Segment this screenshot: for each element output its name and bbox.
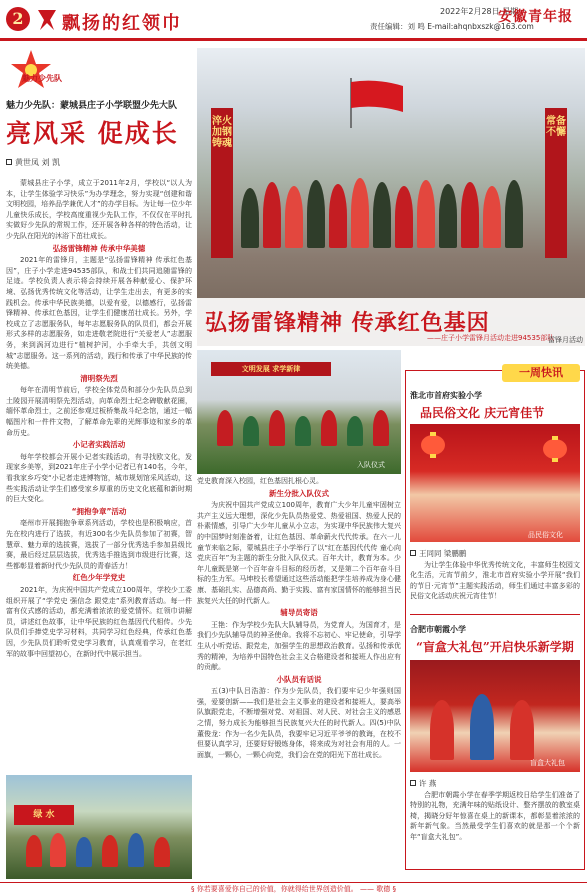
story2-photo-caption: 盲盒大礼包 xyxy=(530,759,565,767)
student-figure xyxy=(347,416,363,446)
student-figure xyxy=(295,416,311,446)
column-logo-text: 魅力少先队 xyxy=(22,74,62,83)
paragraph-badges: 亳州市开展拥抱争章系列活动，学校也是积极响应，首先在校内进行了选拔，有近300名少先队员参加了初赛，智慧章、魅力章的选拔赛，选拔了一部分优秀选手参加县级比赛，最后经过层层选拔，优秀选手推选到市级进行比赛，这些都彰显着新时代少先队员的青春活力！ xyxy=(6,519,192,570)
student-figure xyxy=(269,410,285,446)
paragraph-pioneers-say: 五(3)中队吕浩游：作为少先队员，我们要牢记少年强则国强，爱要创新——我们是社会主义事业的建设者和接班人，要高举队旗跟党走，不断增强对党、对祖国、对人民、对社会主义的感恩之情，努力成长为能够担当民族复兴大任的时代新人。四(5)中队董俊龙：作为一名少先队员，我要牢记习近平爷爷的教诲，在校不但要认真学习，还要好好锻炼身体，将来成为对社会有用的人。一面旗，一颗心，一颗心向党，我们会在党的阳光下茁壮成长。 xyxy=(197,687,401,759)
photo-slogan: 弘扬雷锋精神 传承红色基因 xyxy=(205,311,490,336)
student-figure xyxy=(430,700,454,760)
banner-right-text: 常备不懈 xyxy=(546,116,566,138)
lantern-icon xyxy=(540,434,570,464)
paragraph-counselor: 王艳：作为学校少先队大队辅导员，为党育人，为国育才，是我们少先队辅导员的神圣使命。我将不忘初心、牢记使命，引导学生从小听党话、跟党走，加强学生的思想政治教育。弘扬和传承优秀的精神，为培养中国特色社会主义合格建设者和接班人作出应有的贡献。 xyxy=(197,620,401,672)
subhead-reporters: 小记者实践活动 xyxy=(72,440,126,450)
banner-left xyxy=(211,108,233,258)
student-figure xyxy=(321,410,337,446)
story2-paragraph: 合肥市朝霞小学在春季学期返校日给学生们准备了特别的礼物，充满年味的贴纸设计、整齐摆放的教室桌椅，揭晓分好年惊喜在桌上的新课本，都彰显着浓浓的新年新气象。当然最受学生们喜欢的就是那一个个新年“盲盒大礼包”。 xyxy=(410,791,580,841)
story2-headline: “盲盒大礼包”开启快乐新学期 xyxy=(416,640,574,654)
story1-authors: 王同同 梁鹏鹏 xyxy=(419,549,467,558)
young-pioneer-badge-icon xyxy=(6,48,56,92)
byline-square-icon xyxy=(410,780,416,786)
story2-school: 合肥市朝霞小学 xyxy=(410,625,466,634)
student-figure xyxy=(26,835,42,867)
red-flag-icon xyxy=(347,78,407,128)
sidebar-divider xyxy=(410,614,580,615)
banner-right xyxy=(545,108,567,258)
photo-slogan-sub: ——庄子小学雷锋月活动走进94535部队 xyxy=(427,334,555,342)
student-figure xyxy=(217,410,233,446)
story2-byline xyxy=(410,778,436,789)
page-number: 2 xyxy=(6,7,30,31)
article-kicker: 魅力少先队：蒙城县庄子小学联盟少先大队 xyxy=(6,101,178,111)
student-figure xyxy=(470,694,494,760)
header-divider xyxy=(0,38,587,41)
paragraph-qingming: 每年在清明节前后，学校全体党员和部分少先队员总到土陵园开展清明祭先烈活动，向革命烈士纪念碑敬献花圈，缅怀革命烈士，之前还参观过板桥集战斗纪念馆，通过一幅幅图片和一件件文物，了解革命先辈的光辉事迹和家乡的革命历史。 xyxy=(6,386,192,437)
paragraph-induction: 为庆祝中国共产党成立100周年，教育广大少年儿童牢固树立共产主义远大理想，深化少先队员热爱党、热爱祖国、热爱人民的朴素情感，引导广大少年儿童从小立志，为实现中华民族伟大复兴的中国梦时刻准备着，让红色基因、革命薪火代代传承。在六一儿童节来临之际，蒙城县庄子小学举行了以“红在基因代代传 童心向党庆百年”为主题的新生分批入队仪式。百年大计，教育为本。少年儿童既是第一个百年奋斗目标的经历者，又是第二个百年奋斗目标的生力军。马坤校长希望通过这些活动能把学生培养成为身心健康、基础扎实、品德高尚、勤于实践、富有家国情怀的能够担当民族复兴大任的时代新人。 xyxy=(197,501,401,605)
classroom-banner: 文明发展 求学新律 xyxy=(211,362,331,376)
photo-slogan-board: 绿 水 xyxy=(14,805,74,825)
story1-body xyxy=(410,560,580,602)
subhead-party-history: 红色少年学党史 xyxy=(72,573,126,583)
editor-line: 责任编辑：刘 鸣 E-mail:ahqnbxszk@163.com xyxy=(370,22,534,31)
byline-authors: 黄世凤 刘 凯 xyxy=(15,158,61,167)
subhead-badges: “拥抱争章”活动 xyxy=(71,506,127,516)
student-figure xyxy=(128,833,144,867)
paragraph-leifeng: 2021年的雷锋月，主题是“弘扬雷锋精神 传承红色基因”，庄子小学走进94535部队，和战士们共同追随雷锋的足迹。学校负责人表示将会持续开展各种献爱心、保护环境、弘扬优秀传统文化等活动，让学生走出去，有更多的实践机会。传承中华民族美德，以爱有爱，以德感行，弘扬雷锋精神、传承红色基因，让学生们健康茁壮成长。另外，学校成立了志愿服务队，每年志愿服务队的队员们，都会开展形式多样的志愿服务，如走进敬老院进行“关爱老人”志愿服务，来到涡河边进行“植树护河，小手牵大手，共创文明城”志愿服务。这一系列的活动，践行和传承了中华民族的传统美德。 xyxy=(6,256,192,371)
story1-headline: 品民俗文化 庆元宵佳节 xyxy=(420,406,545,420)
footer-divider xyxy=(0,882,587,883)
paragraph-reporters: 每年学校都会开展小记者实践活动，有寻找欧文化，发现家乡美等，到2021年庄子小学小记者已有140名，今年，看我家乡巧变“小记者走进博物馆，城市规划馆采风活动，这些实践活动让学生们感受家乡厚重的历史文化底蕴和新时期的巨大变化。 xyxy=(6,452,192,504)
weekly-news-tag: 一周快讯 xyxy=(502,364,580,382)
section-title: 飘扬的红领巾 xyxy=(62,13,182,34)
student-figure xyxy=(154,837,170,867)
big-photo-caption: 雷锋月活动 xyxy=(548,336,583,344)
student-figure xyxy=(76,837,92,867)
photo-induction-ceremony xyxy=(197,350,401,474)
byline-square-icon xyxy=(6,159,12,165)
student-figure xyxy=(510,700,534,760)
photo-leifeng-month-group xyxy=(197,48,585,346)
paper-logo: 安徽青年报 xyxy=(498,9,573,25)
photo-outdoor-students xyxy=(6,775,192,879)
left-article-body xyxy=(6,178,192,659)
article-byline xyxy=(6,157,60,168)
group-crowd xyxy=(241,168,541,288)
article-headline: 亮风采 促成长 xyxy=(6,119,179,148)
student-figure xyxy=(373,410,389,446)
story1-photo-caption: 品民俗文化 xyxy=(528,531,563,539)
story2-authors: 许 燕 xyxy=(419,779,437,788)
classroom-photo-caption: 入队仪式 xyxy=(357,461,385,469)
byline-square-icon xyxy=(410,550,416,556)
photo-lantern-festival xyxy=(410,424,580,542)
student-figure xyxy=(50,833,66,867)
story1-byline xyxy=(410,548,466,559)
subhead-induction: 新生分批入队仪式 xyxy=(269,488,329,498)
red-scarf-icon xyxy=(36,6,58,32)
story2-body xyxy=(410,790,580,842)
article-intro: 蒙城县庄子小学，成立于2011年2月，学校以“以人为本，让学生体验学习快乐”为办学理念，努力实现“创建和谐文明校园，培养品学兼优人才”的办学目标。为让每一位少年儿童快乐成长，学校高度重视少先队工作，不仅仅在平时扎实做好少先队的常规工作，还开展各种各样的特色活动，让少先队在阳光的沐浴下茁壮成长。 xyxy=(6,179,192,240)
subhead-qingming: 清明祭先烈 xyxy=(80,373,118,383)
footer-quote: § 你若要喜爱你自己的价值，你就得给世界创造价值。 —— 歌德 § xyxy=(191,885,396,893)
subhead-leifeng: 弘扬雷锋精神 传承中华美德 xyxy=(52,243,146,253)
issue-date: 2022年2月28日 星期一 xyxy=(440,7,527,16)
paragraph-party-history: 2021年，为庆祝中国共产党成立100周年，学校少工委组织开展了“学党史 强信念 跟党走”系列教育活动。每一件富有仪式感的活动，都充满着浓浓的爱党情怀。红领巾讲解员，讲述红色故事，让中华民族的红色基因代代相传。少先队员们手捧党史学习材料，共同学习红色经典，传承红色基因，少先队员们聆听党史学习教育，认真观看学习，在老红军的故事中回望初心，在新时代中展示担当。 xyxy=(6,585,192,658)
story1-school: 淮北市首府实验小学 xyxy=(410,391,482,400)
middle-article-body xyxy=(197,476,401,760)
subhead-pioneers-say: 小队员有话说 xyxy=(276,674,322,684)
masthead xyxy=(0,0,587,42)
student-figure xyxy=(243,416,259,446)
photo-blind-box-gifts xyxy=(410,660,580,772)
banner-left-text: 淬火加钢铸魂 xyxy=(212,116,232,149)
middle-lead-in: 党史教育深入校园，红色基因扎根心灵。 xyxy=(197,477,323,485)
subhead-counselor: 辅导员寄语 xyxy=(280,608,318,618)
student-figure xyxy=(102,835,118,867)
lantern-icon xyxy=(418,430,448,460)
story1-paragraph: 为让学生体验中华优秀传统文化，丰富师生校园文化生活，元宵节前夕，淮北市首府实验小学开展“我们的节日·元宵节”主题实践活动，师生们通过丰富多彩的民俗文化活动庆祝元宵佳节！ xyxy=(410,561,580,601)
